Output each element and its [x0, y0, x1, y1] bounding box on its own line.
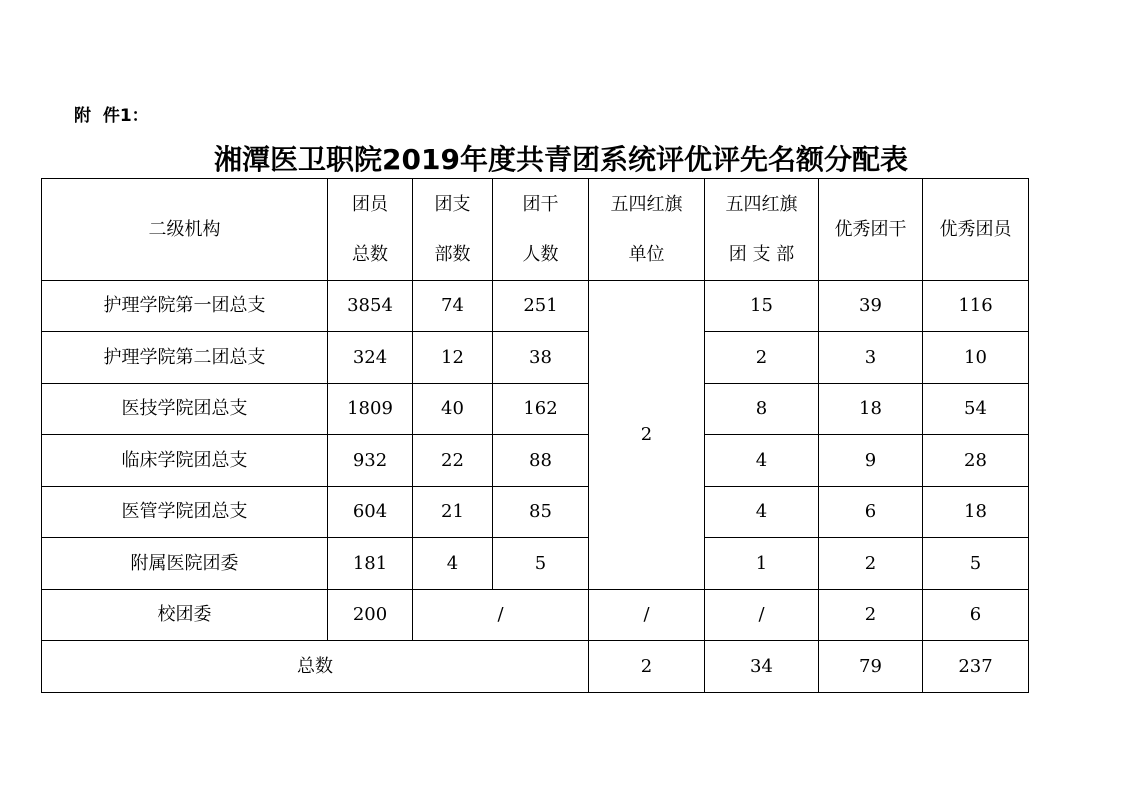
row-branches: 40: [413, 384, 493, 435]
row-excellent-member: 5: [923, 538, 1029, 590]
header-members-line1: 团员: [352, 193, 388, 215]
table-row: [42, 487, 1029, 538]
school-branches-cadres: /: [413, 590, 589, 641]
header-redflag-branch: [705, 179, 819, 281]
school-members: 200: [328, 590, 413, 641]
row-excellent-cadre: 2: [819, 538, 923, 590]
header-members: [328, 179, 413, 281]
row-members: 324: [328, 332, 413, 384]
school-redflag-branch: /: [705, 590, 819, 641]
school-redflag-unit: /: [589, 590, 705, 641]
header-branches-line2: 部数: [434, 243, 471, 265]
table-row: [42, 332, 1029, 384]
school-excellent-cadre: 2: [819, 590, 923, 641]
school-excellent-member: 6: [923, 590, 1029, 641]
school-org: 校团委: [42, 590, 328, 641]
table-row: [42, 281, 1029, 332]
row-redflag-branch: 4: [705, 435, 819, 487]
row-members: 181: [328, 538, 413, 590]
total-excellent-cadre: 79: [819, 641, 923, 693]
header-branches: [413, 179, 493, 281]
row-members: 1809: [328, 384, 413, 435]
header-cadres-line1: 团干: [522, 193, 559, 215]
row-redflag-branch: 2: [705, 332, 819, 384]
header-cadres: [493, 179, 589, 281]
page-title: 湘潭医卫职院2019年度共青团系统评优评先名额分配表: [214, 143, 908, 176]
row-redflag-branch: 8: [705, 384, 819, 435]
row-excellent-member: 28: [923, 435, 1029, 487]
row-cadres: 88: [493, 435, 589, 487]
row-members: 932: [328, 435, 413, 487]
row-excellent-cadre: 18: [819, 384, 923, 435]
total-redflag-unit: 2: [589, 641, 705, 693]
row-excellent-member: 18: [923, 487, 1029, 538]
row-cadres: 38: [493, 332, 589, 384]
row-org: 护理学院第二团总支: [42, 332, 328, 384]
row-excellent-member: 10: [923, 332, 1029, 384]
header-redflag-branch-line1: 五四红旗: [725, 193, 798, 215]
row-branches: 21: [413, 487, 493, 538]
row-cadres: 162: [493, 384, 589, 435]
row-members: 604: [328, 487, 413, 538]
header-row: [42, 179, 1029, 281]
header-branches-line1: 团支: [434, 193, 471, 215]
header-redflag-branch-line2: 团 支 部: [728, 243, 795, 265]
row-redflag-branch: 4: [705, 487, 819, 538]
row-branches: 74: [413, 281, 493, 332]
row-org: 医管学院团总支: [42, 487, 328, 538]
row-cadres: 251: [493, 281, 589, 332]
header-excellent-cadre: 优秀团干: [819, 179, 923, 281]
row-cadres: 5: [493, 538, 589, 590]
total-row: [42, 641, 1029, 693]
row-redflag-branch: 15: [705, 281, 819, 332]
header-excellent-member: 优秀团员: [923, 179, 1029, 281]
row-excellent-member: 54: [923, 384, 1029, 435]
table-row: [42, 435, 1029, 487]
header-redflag-unit-line2: 单位: [628, 243, 665, 265]
header-redflag-unit: [589, 179, 705, 281]
row-excellent-cadre: 39: [819, 281, 923, 332]
row-members: 3854: [328, 281, 413, 332]
allocation-table: [41, 178, 1029, 693]
row-org: 附属医院团委: [42, 538, 328, 590]
total-excellent-member: 237: [923, 641, 1029, 693]
row-org: 医技学院团总支: [42, 384, 328, 435]
attachment-label: 附 件1：: [74, 106, 149, 126]
table-row: [42, 538, 1029, 590]
header-org: 二级机构: [42, 179, 328, 281]
row-branches: 12: [413, 332, 493, 384]
row-branches: 4: [413, 538, 493, 590]
school-row: [42, 590, 1029, 641]
merged-redflag-unit: 2: [589, 281, 705, 590]
header-members-line2: 总数: [352, 243, 388, 265]
row-redflag-branch: 1: [705, 538, 819, 590]
row-excellent-cadre: 3: [819, 332, 923, 384]
row-cadres: 85: [493, 487, 589, 538]
total-redflag-branch: 34: [705, 641, 819, 693]
header-cadres-line2: 人数: [522, 243, 559, 265]
row-excellent-cadre: 9: [819, 435, 923, 487]
row-org: 临床学院团总支: [42, 435, 328, 487]
row-org: 护理学院第一团总支: [42, 281, 328, 332]
header-redflag-unit-line1: 五四红旗: [610, 193, 683, 215]
table-row: [42, 384, 1029, 435]
row-branches: 22: [413, 435, 493, 487]
row-excellent-cadre: 6: [819, 487, 923, 538]
row-excellent-member: 116: [923, 281, 1029, 332]
total-label: 总数: [42, 641, 589, 693]
